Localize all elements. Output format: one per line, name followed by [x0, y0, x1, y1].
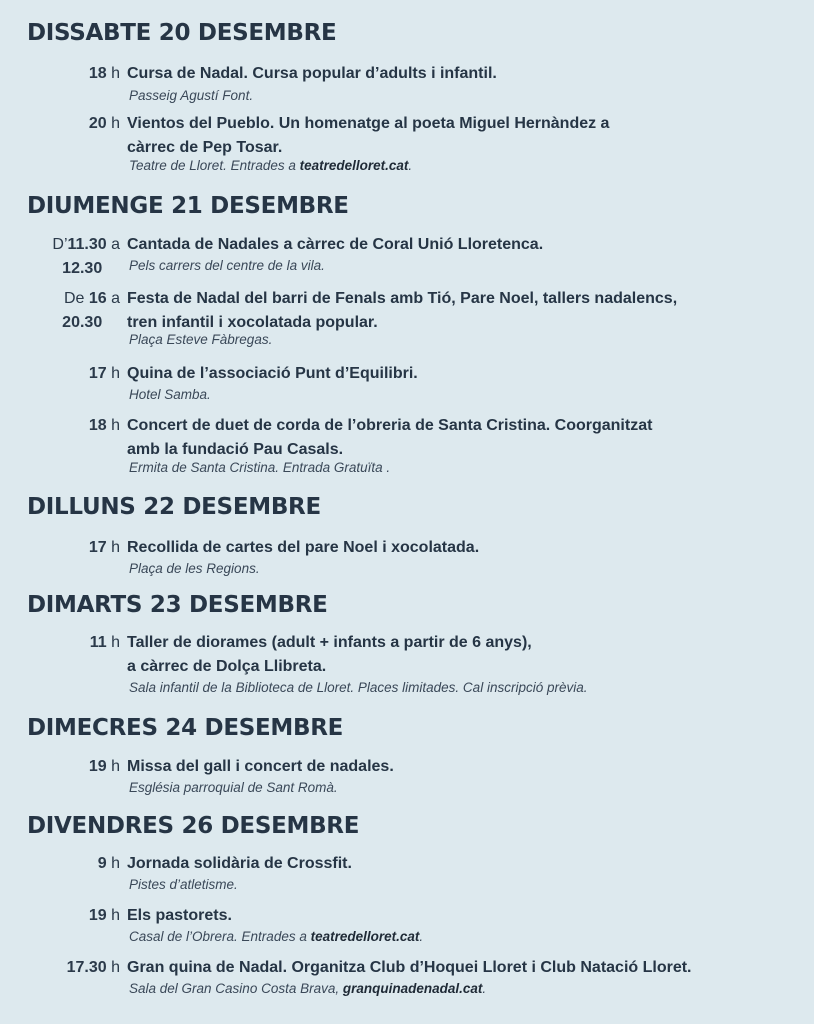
event-time: 17 h — [88, 539, 120, 556]
event-time: 11 h — [89, 634, 120, 651]
event-time: 20 h — [88, 115, 120, 132]
event-location: Teatre de Lloret. Entrades a teatredelloret.cat. — [129, 158, 413, 173]
event-time: De 16 a 20.30 — [62, 290, 120, 331]
event-location: Pistes d’atletisme. — [129, 877, 238, 892]
event-title: Gran quina de Nadal. Organitza Club d’Hoquei Lloret i Club Natació Lloret. — [127, 959, 692, 976]
event-link[interactable]: teatredelloret.cat — [310, 929, 420, 944]
event-link[interactable]: granquinadenadal.cat — [342, 981, 483, 996]
event-location: Pels carrers del centre de la vila. — [129, 258, 325, 273]
day-heading: DISSABTE 20 DESEMBRE — [27, 20, 337, 46]
event-title: Recollida de cartes del pare Noel i xocolatada. — [127, 539, 480, 556]
event-time: 17 h — [88, 365, 120, 382]
event-location: Església parroquial de Sant Romà. — [129, 780, 338, 795]
event-location: Passeig Agustí Font. — [129, 88, 254, 103]
event-location: Sala infantil de la Biblioteca de Lloret. Places limitades. Cal inscripció prèvia. — [129, 680, 588, 695]
event-location: Ermita de Santa Cristina. Entrada Gratuïta . — [129, 460, 391, 475]
event-location: Sala del Gran Casino Costa Brava, granquinadenadal.cat. — [129, 981, 487, 996]
event-title: Quina de l’associació Punt d’Equilibri. — [127, 365, 418, 382]
day-heading: DIMECRES 24 DESEMBRE — [27, 715, 344, 741]
event-location: Hotel Samba. — [129, 387, 211, 402]
day-heading: DIUMENGE 21 DESEMBRE — [27, 193, 349, 219]
day-heading: DIVENDRES 26 DESEMBRE — [27, 813, 360, 839]
event-title: Cantada de Nadales a càrrec de Coral Unió Lloretenca. — [127, 236, 544, 253]
event-title: Taller de diorames (adult + infants a partir de 6 anys), a càrrec de Dolça Llibreta. — [127, 634, 532, 675]
event-time: 17.30 h — [66, 959, 120, 976]
event-location: Casal de l’Obrera. Entrades a teatredelloret.cat. — [129, 929, 424, 944]
event-time: 18 h — [88, 417, 120, 434]
event-title: Vientos del Pueblo. Un homenatge al poeta Miguel Hernàndez a càrrec de Pep Tosar. — [127, 115, 610, 156]
event-title: Concert de duet de corda de l’obreria de Santa Cristina. Coorganitzat amb la fundació Pau Casals. — [127, 417, 653, 458]
event-time: 19 h — [88, 907, 120, 924]
event-title: Cursa de Nadal. Cursa popular d’adults i infantil. — [127, 65, 497, 82]
event-location: Plaça Esteve Fàbregas. — [129, 332, 273, 347]
event-title: Festa de Nadal del barri de Fenals amb Tió, Pare Noel, tallers nadalencs, tren infantil i xocolatada popular. — [127, 290, 678, 331]
day-heading: DILLUNS 22 DESEMBRE — [27, 494, 321, 520]
event-title: Els pastorets. — [127, 907, 232, 924]
day-heading: DIMARTS 23 DESEMBRE — [27, 592, 328, 618]
event-title: Jornada solidària de Crossfit. — [127, 855, 352, 872]
event-time: 18 h — [88, 65, 120, 82]
event-title: Missa del gall i concert de nadales. — [127, 758, 394, 775]
event-location: Plaça de les Regions. — [129, 561, 260, 576]
event-time: D’11.30 a 12.30 — [52, 236, 120, 277]
event-time: 9 h — [97, 855, 120, 872]
event-time: 19 h — [88, 758, 120, 775]
event-link[interactable]: teatredelloret.cat — [299, 158, 409, 173]
